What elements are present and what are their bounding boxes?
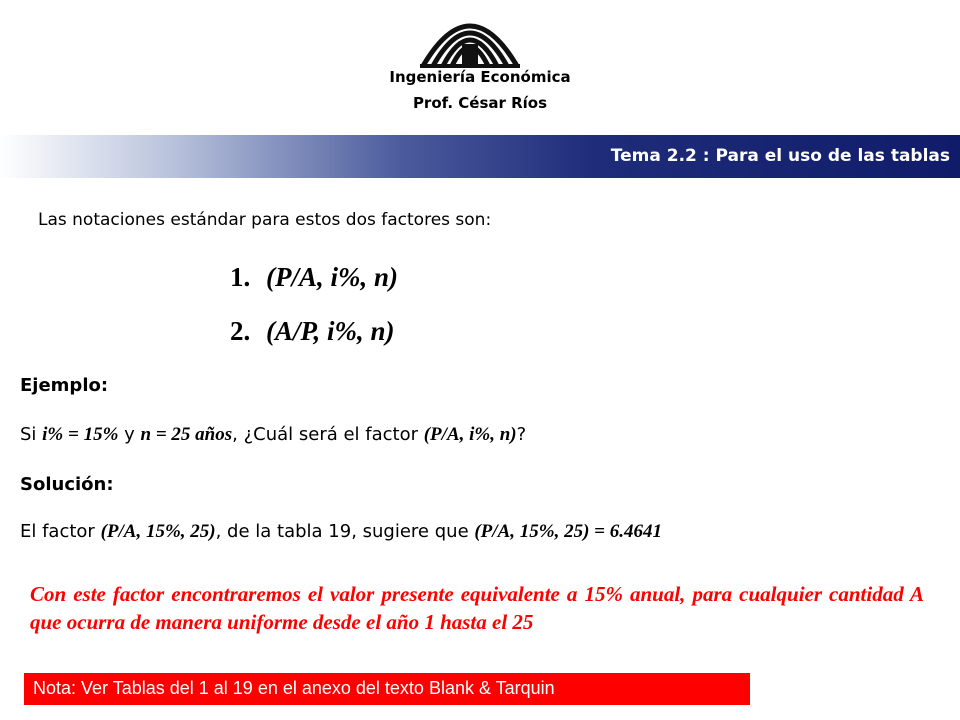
solution-text-part: , de la tabla 19, sugiere que [215, 521, 475, 542]
intro-text: Las notaciones estándar para estos dos factores son: [38, 210, 492, 230]
topic-banner [0, 135, 960, 178]
course-title: Ingeniería Económica [389, 68, 571, 86]
example-text-part: , ¿Cuál será el factor [232, 424, 424, 445]
example-text-part: Si [20, 424, 43, 445]
formula-number: 2. [230, 316, 251, 346]
example-heading: Ejemplo: [20, 375, 109, 396]
solution-text-part: El factor [20, 521, 101, 542]
note-box: Nota: Ver Tablas del 1 al 19 en el anexo del texto Blank & Tarquin [24, 673, 750, 705]
solution-text [20, 521, 662, 543]
given-interest: i% = 15% [42, 424, 119, 445]
topic-title: Tema 2.2 : Para el uso de las tablas [610, 146, 950, 166]
example-text [20, 424, 526, 446]
example-factor: (P/A, i%, n) [423, 424, 517, 445]
university-logo-icon [420, 4, 520, 68]
solution-heading: Solución: [20, 474, 114, 495]
solution-factor: (P/A, 15%, 25) [100, 521, 216, 542]
formula-number: 1. [230, 262, 251, 292]
formula-text: (A/P, i%, n) [266, 316, 395, 346]
solution-result: (P/A, 15%, 25) = 6.4641 [474, 521, 662, 542]
formula-item-2 [230, 316, 395, 347]
given-periods: n = 25 años [140, 424, 233, 445]
conclusion-text: Con este factor encontraremos el valor presente equivalente a 15% anual, para cualquier cantidad A que ocurra de manera uniforme desde el año 1 hasta el 25 [30, 582, 924, 634]
formula-text: (P/A, i%, n) [266, 262, 398, 292]
formula-item-1 [230, 262, 398, 293]
example-text-part: y [118, 424, 141, 445]
professor-name: Prof. César Ríos [412, 94, 548, 112]
example-text-part: ? [516, 424, 527, 445]
